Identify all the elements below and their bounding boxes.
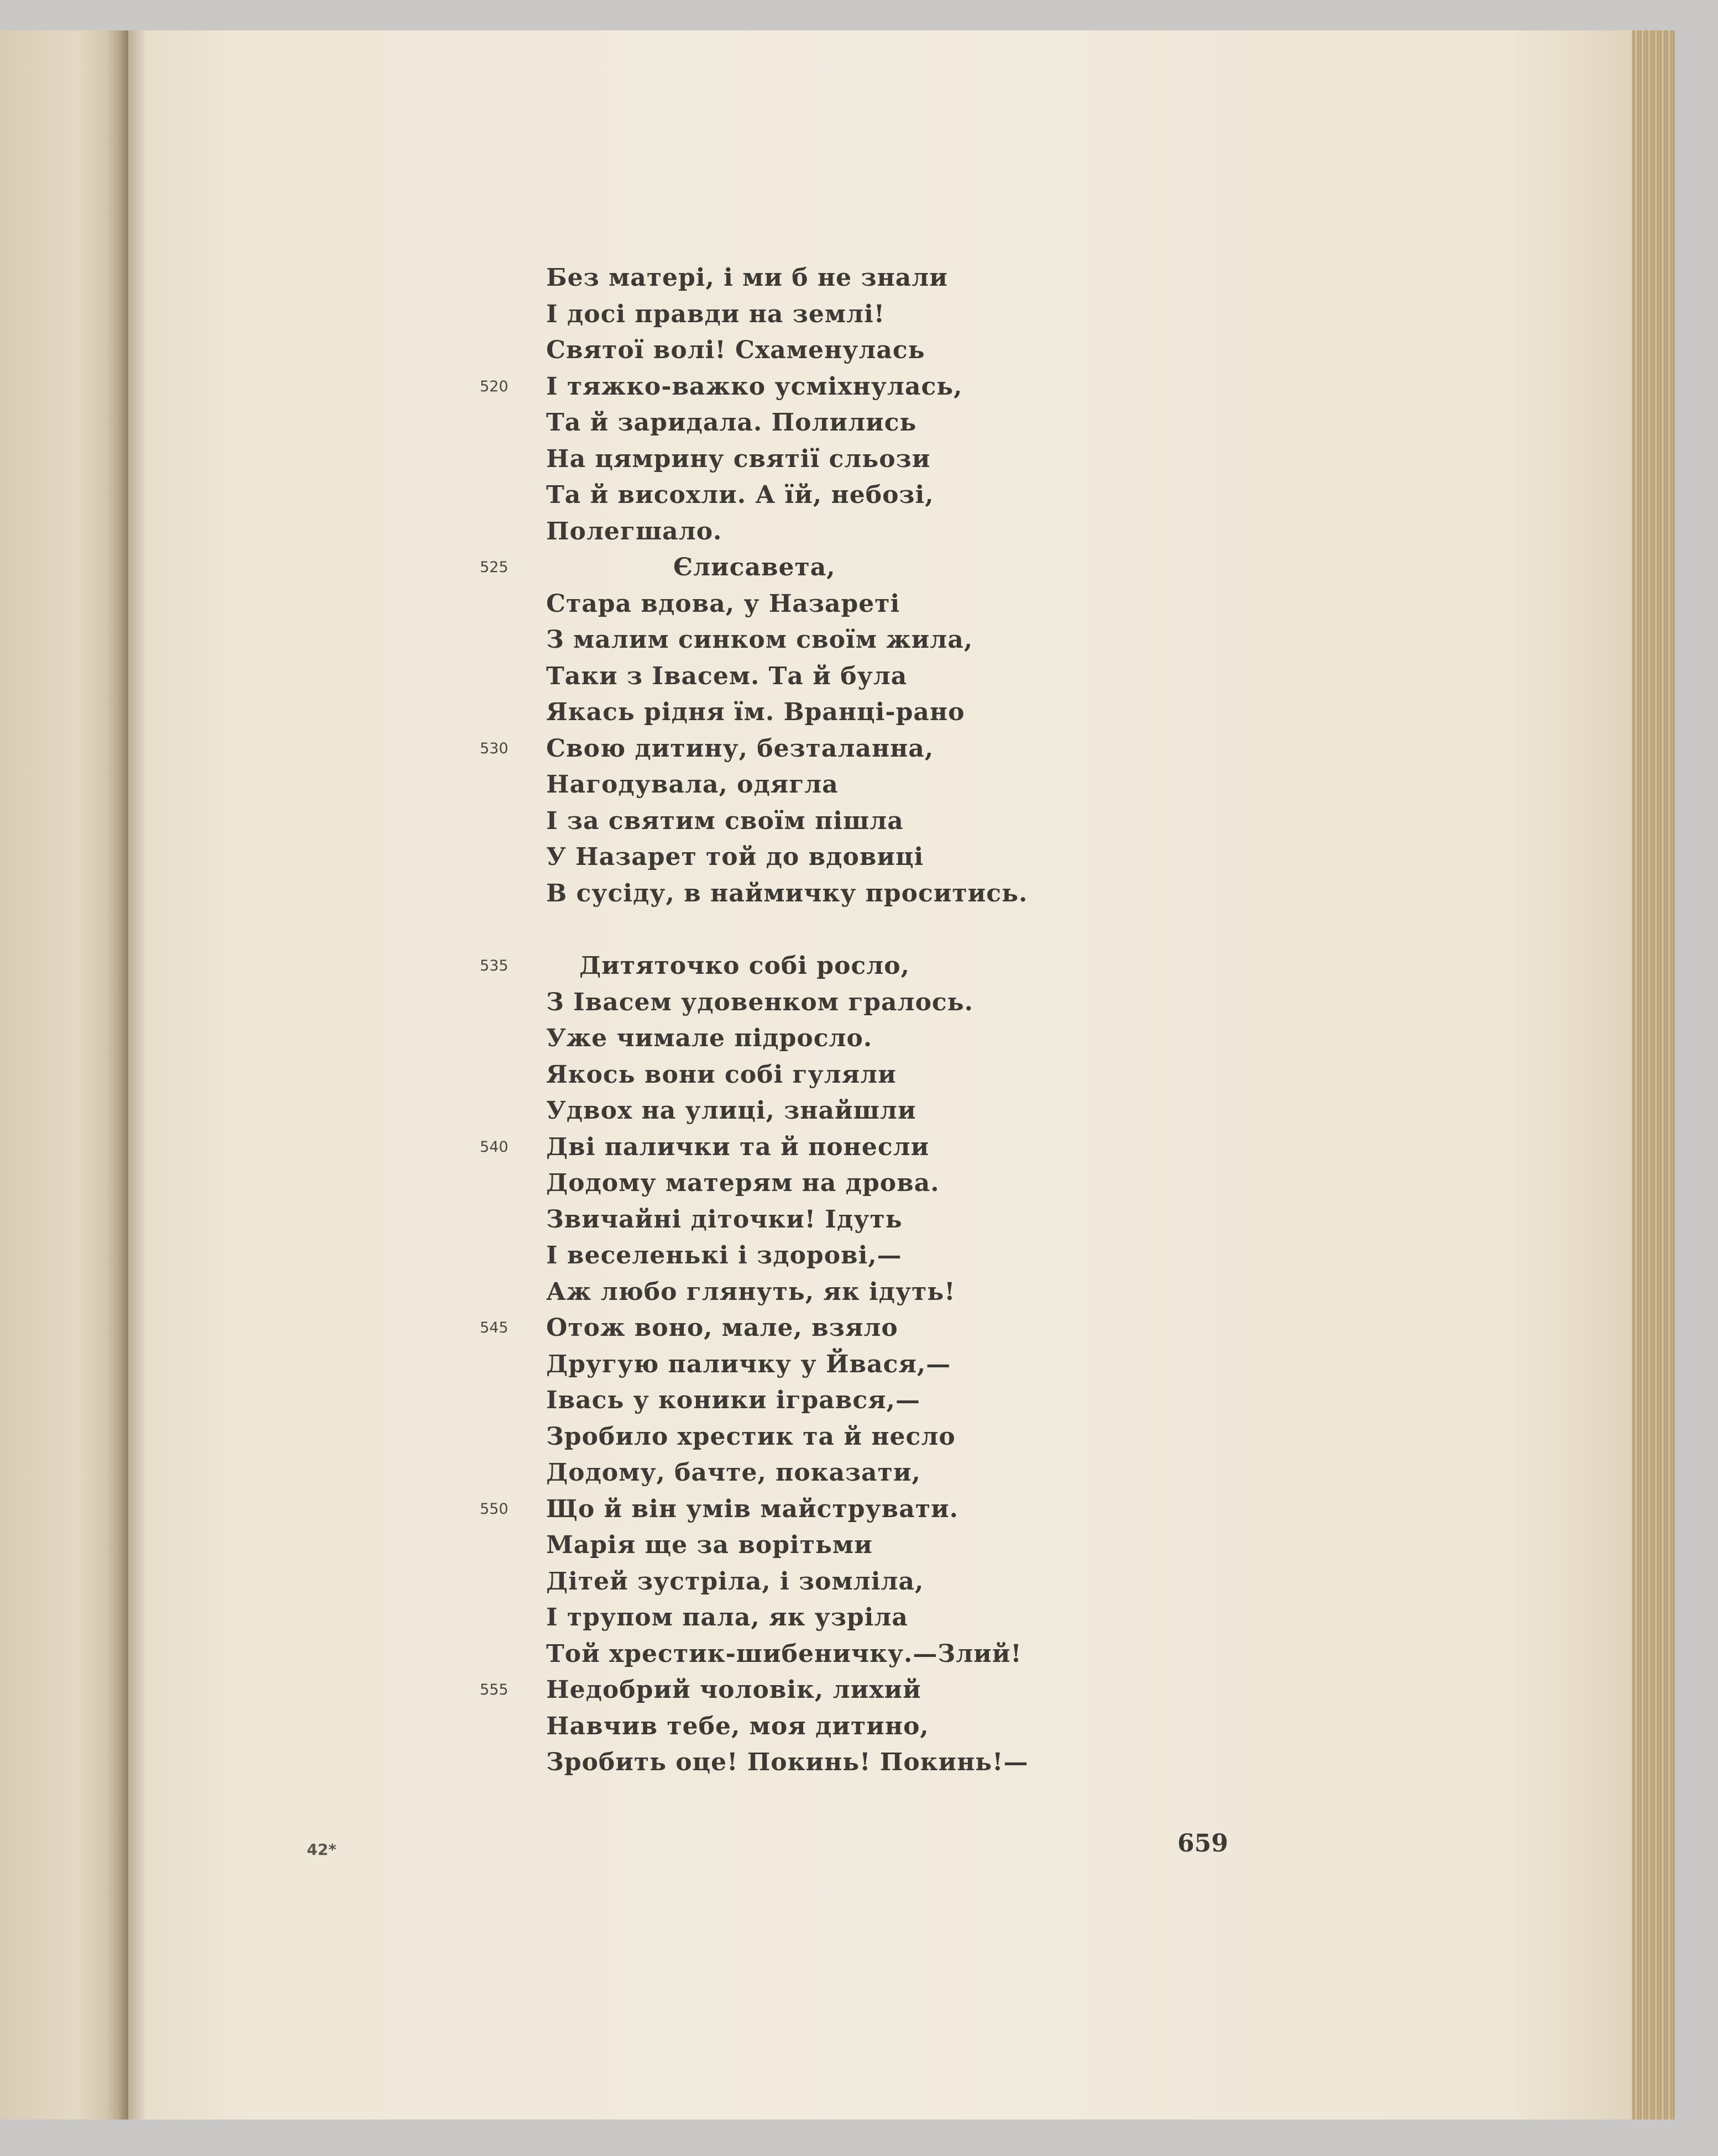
poem-line [480, 803, 1309, 840]
line-text: Уже чимале підросло. [546, 1024, 873, 1052]
poem-line [480, 1057, 1309, 1093]
line-text: З малим синком своїм жила, [546, 626, 973, 654]
line-number: 535 [480, 957, 509, 974]
line-text: Отож воно, мале, взяло [546, 1314, 898, 1342]
poem-line [480, 658, 1309, 695]
poem-line [480, 260, 1309, 296]
line-number: 520 [480, 377, 509, 395]
page-stack-edge [1632, 30, 1675, 2120]
line-text: Стара вдова, у Назареті [546, 589, 900, 618]
poem-line [480, 1708, 1309, 1745]
poem-line [480, 1382, 1309, 1419]
line-text: Без матері, і ми б не знали [546, 264, 948, 292]
line-text: Полегшало. [546, 517, 722, 545]
poem-line [480, 839, 1309, 875]
poem-line [480, 1020, 1309, 1057]
line-text: І веселенькі і здорові,— [546, 1241, 902, 1270]
poem-line [480, 1419, 1309, 1455]
line-text: Марія ще за ворітьми [546, 1531, 873, 1559]
line-text: Святої волі! Схаменулась [546, 336, 925, 364]
line-text: Якась рідня їм. Вранці-рано [546, 698, 965, 726]
line-text: На цямрину святії сльози [546, 444, 931, 473]
stanza-break [480, 911, 1309, 948]
poem-line [480, 1129, 1309, 1166]
poem-line [480, 694, 1309, 731]
line-text: І трупом пала, як узріла [546, 1603, 908, 1632]
poem-line [480, 296, 1309, 333]
book-gutter [106, 30, 145, 2120]
line-text: І тяжко-важко усміхнулась, [546, 372, 963, 401]
line-text: Звичайні діточки! Ідуть [546, 1205, 903, 1234]
poem-line [480, 1672, 1309, 1708]
poem-line [480, 1310, 1309, 1346]
line-text: Дитяточко собі росло, [579, 952, 910, 980]
line-text: І досі правди на землі! [546, 300, 886, 328]
poem-line [480, 622, 1309, 658]
poem-line [480, 1527, 1309, 1564]
poem-line [480, 1274, 1309, 1310]
poem-line [480, 405, 1309, 441]
line-text: Той хрестик-шибеничку.—Злий! [546, 1639, 1022, 1668]
line-text: Що й він умів майструвати. [546, 1494, 958, 1523]
signature-mark: 42* [307, 1840, 337, 1859]
line-text: Удвох на улиці, знайшли [546, 1097, 916, 1125]
line-text: Навчив тебе, моя дитино, [546, 1712, 929, 1740]
line-number: 545 [480, 1319, 509, 1336]
poem-line [480, 1491, 1309, 1528]
poem-line [480, 369, 1309, 405]
poem-line [480, 477, 1309, 513]
poem-line [480, 767, 1309, 803]
poem-line [480, 441, 1309, 478]
poem-line [480, 513, 1309, 550]
line-text: Дітей зустріла, і зомліла, [546, 1567, 924, 1596]
line-number: 550 [480, 1500, 509, 1518]
line-text: Нагодувала, одягла [546, 770, 839, 799]
poem-line [480, 1202, 1309, 1238]
line-text: Другую паличку у Йвася,— [546, 1350, 951, 1378]
line-number: 525 [480, 559, 509, 576]
line-text: Дві палички та й понесли [546, 1132, 930, 1161]
line-text: Додому, бачте, показати, [546, 1459, 921, 1487]
line-text: Єлисавета, [673, 553, 836, 581]
poem-line [480, 586, 1309, 622]
poem-line [480, 1093, 1309, 1129]
poem-line [480, 1346, 1309, 1383]
line-number: 540 [480, 1138, 509, 1156]
line-text: Додому матерям на дрова. [546, 1169, 940, 1197]
poem-line [480, 875, 1309, 912]
line-text: З Івасем удовенком гралось. [546, 988, 973, 1016]
line-text: Та й заридала. Полились [546, 408, 917, 437]
line-text: Свою дитину, безталанна, [546, 734, 934, 763]
poem-line [480, 1165, 1309, 1202]
line-text: Зробило хрестик та й несло [546, 1422, 956, 1451]
poem-line [480, 1237, 1309, 1274]
line-text: І за святим своїм пішла [546, 806, 904, 835]
poem-line [480, 1455, 1309, 1491]
poem-line [480, 1564, 1309, 1600]
line-text: Аж любо глянуть, як ідуть! [546, 1277, 956, 1306]
line-number: 555 [480, 1681, 509, 1698]
poem-text [480, 260, 1309, 1781]
line-text: Та й висохли. А їй, небозі, [546, 481, 934, 509]
line-text: Зробить оце! Покинь! Покинь!— [546, 1748, 1029, 1776]
poem-line [480, 1599, 1309, 1636]
poem-line [480, 549, 1309, 586]
line-number: 530 [480, 739, 509, 757]
poem-line [480, 731, 1309, 767]
line-text: Недобрий чоловік, лихий [546, 1676, 921, 1704]
poem-line [480, 1744, 1309, 1781]
line-text: Якось вони собі гуляли [546, 1060, 897, 1089]
line-text: Таки з Івасем. Та й була [546, 662, 908, 690]
poem-line [480, 984, 1309, 1021]
line-text: Івась у коники ігрався,— [546, 1386, 920, 1414]
poem-line [480, 332, 1309, 369]
line-text: У Назарет той до вдовиці [546, 843, 924, 871]
page-number: 659 [1177, 1829, 1228, 1858]
line-text: В сусіду, в наймичку проситись. [546, 879, 1028, 907]
poem-line [480, 948, 1309, 984]
poem-line [480, 1636, 1309, 1672]
